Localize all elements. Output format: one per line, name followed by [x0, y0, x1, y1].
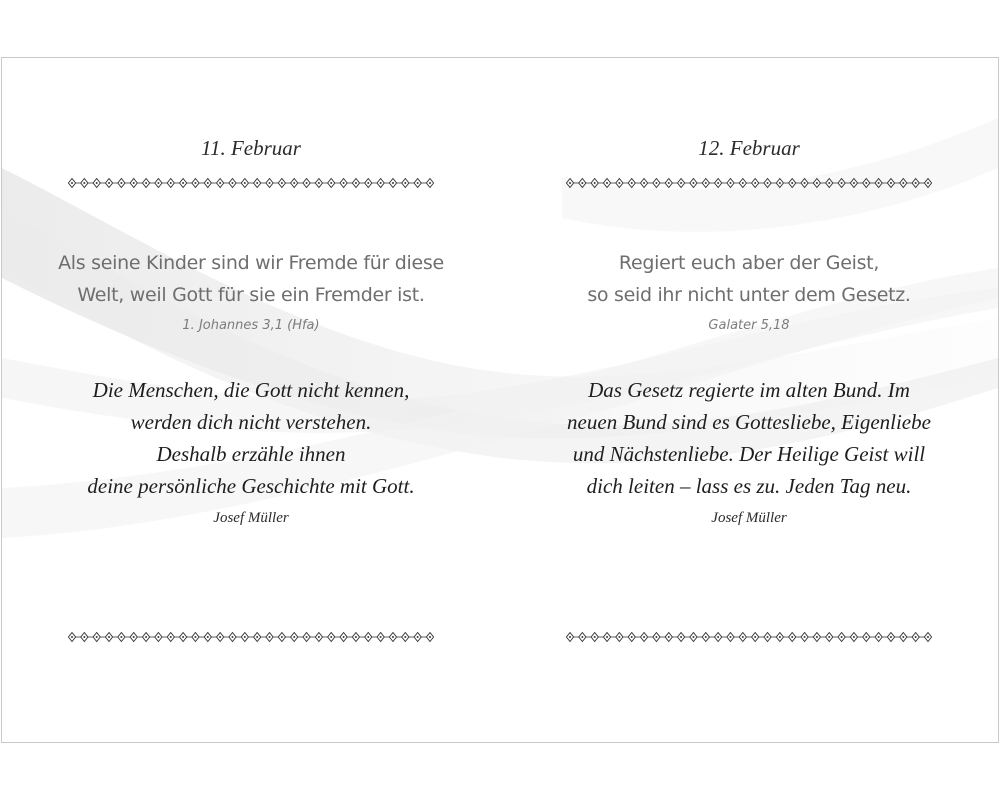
author-name: Josef Müller — [711, 510, 787, 526]
meditation-line: und Nächstenliebe. Der Heilige Geist will — [572, 442, 926, 466]
meditation-line: deine persönliche Geschichte mit Gott. — [87, 474, 415, 498]
verse-line: Als seine Kinder sind wir Fremde für diese — [58, 252, 444, 274]
meditation-line: neuen Bund sind es Gottesliebe, Eigenliebe — [567, 410, 931, 434]
meditation-line: Deshalb erzähle ihnen — [156, 442, 346, 466]
diamond-border-icon — [2, 631, 500, 645]
verse-reference: Galater 5,18 — [708, 318, 790, 333]
meditation-text — [2, 374, 500, 502]
bible-verse — [500, 247, 998, 311]
diamond-border-icon — [500, 177, 998, 191]
verse-line: Welt, weil Gott für sie ein Fremder ist. — [77, 284, 425, 306]
verse-line: Regiert euch aber der Geist, — [618, 252, 880, 274]
book-spread — [1, 57, 999, 743]
verse-reference: 1. Johannes 3,1 (Hfa) — [182, 318, 320, 333]
meditation-line: Die Menschen, die Gott nicht kennen, — [92, 378, 410, 402]
page-date: 12. Februar — [698, 136, 800, 160]
meditation-line: werden dich nicht verstehen. — [130, 410, 372, 434]
meditation-line: Das Gesetz regierte im alten Bund. Im — [588, 378, 910, 402]
author-name: Josef Müller — [213, 510, 289, 526]
page-right — [500, 58, 998, 742]
page-date: 11. Februar — [201, 136, 301, 160]
bible-verse — [2, 247, 500, 311]
verse-line: so seid ihr nicht unter dem Gesetz. — [587, 284, 911, 306]
meditation-line: dich leiten – lass es zu. Jeden Tag neu. — [586, 474, 912, 498]
diamond-border-icon — [2, 177, 500, 191]
meditation-text — [500, 374, 998, 502]
diamond-border-icon — [500, 631, 998, 645]
page-left — [2, 58, 500, 742]
